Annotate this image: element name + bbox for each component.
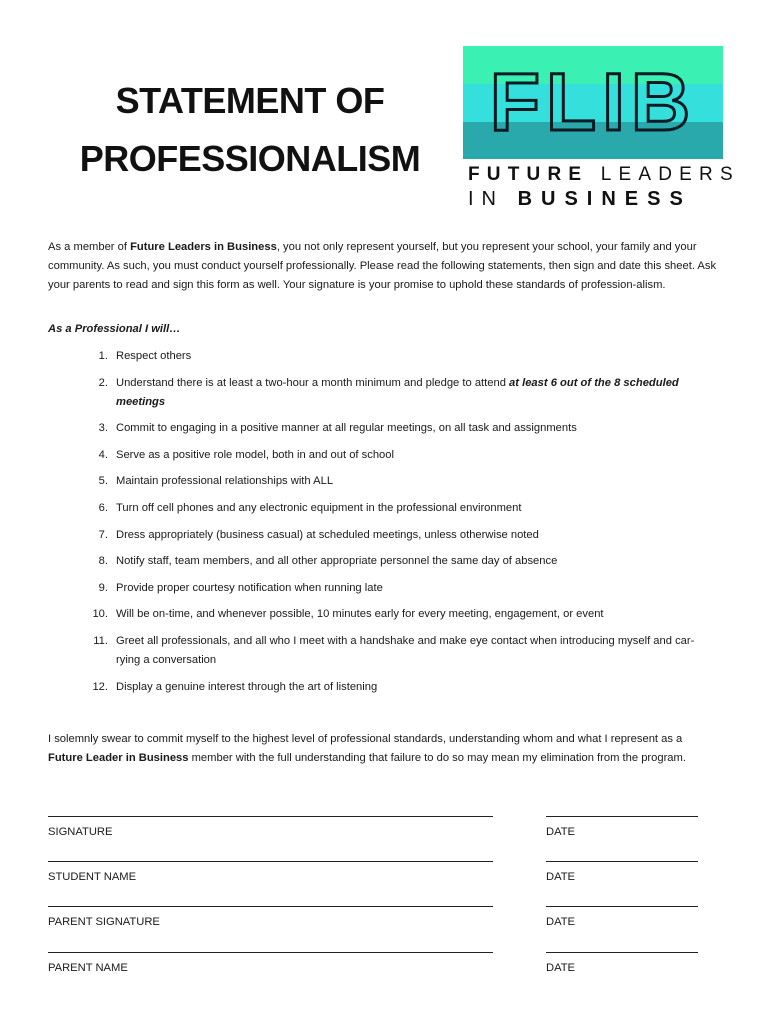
signature-row — [48, 952, 718, 988]
date-line[interactable] — [546, 816, 698, 817]
signature-line[interactable] — [48, 861, 493, 862]
logo-tagline-1: FUTURE LEADERS — [468, 164, 740, 185]
pledge-number: 3. — [98, 422, 108, 435]
pledge-item — [88, 605, 718, 624]
pledge-number: 9. — [98, 581, 108, 594]
date-label: DATE — [546, 916, 576, 928]
org-name: Future Leaders in Business — [130, 241, 277, 253]
signature-label: STUDENT NAME — [48, 871, 137, 883]
pledge-number: 7. — [98, 528, 108, 541]
pledge-text: Will be on-time, and whenever possible, 10 minutes early for every meeting, engagement, or event — [116, 608, 604, 621]
pledge-item — [88, 526, 718, 545]
logo-mark: FLIB — [489, 56, 697, 148]
intro-paragraph: As a member of Future Leaders in Business, you not only represent yourself, but you represent your school, your family and your community. As such, you must conduct yourself professionally. Please read the following statements, then sign and date this sheet. Ask your parents to read and sign this form as well. Your signature is your promise to uphold these standards of profession-alism. — [48, 241, 717, 291]
signature-row — [48, 861, 718, 897]
signature-label: SIGNATURE — [48, 826, 113, 838]
signature-line[interactable] — [48, 816, 493, 817]
pledge-text: Display a genuine interest through the art of listening — [116, 680, 378, 693]
title-line-2: PROFESSIONALISM — [79, 138, 421, 179]
pledge-number: 11. — [93, 634, 108, 647]
date-line[interactable] — [546, 952, 698, 953]
pledge-item — [88, 472, 718, 491]
pledge-number: 2. — [98, 376, 108, 389]
oath-org-name: Future Leader in Business — [48, 752, 189, 764]
signature-label: PARENT SIGNATURE — [48, 916, 160, 928]
date-label: DATE — [546, 962, 576, 974]
pledge-item — [88, 632, 718, 670]
pledge-text: Understand there is at least a two-hour a month minimum and pledge to attend — [116, 376, 510, 389]
pledge-text: Commit to engaging in a positive manner at all regular meetings, on all task and assignments — [116, 422, 577, 435]
pledge-text: Serve as a positive role model, both in and out of school — [116, 448, 394, 461]
pledge-number: 10. — [92, 608, 108, 621]
pledge-item — [88, 446, 718, 465]
pledge-number: 5. — [98, 475, 108, 488]
pledge-text: Greet all professionals, and all who I meet with a handshake and make eye contact when introducing myself and car-rying a conversation — [116, 634, 695, 666]
pledge-number: 4. — [98, 448, 108, 461]
oath-paragraph: I solemnly swear to commit myself to the highest level of professional standards, understanding whom and what I represent as a Future Leader in Business member with the full understanding that failure to do so may mean my elimination from the program. — [48, 733, 686, 764]
date-label: DATE — [546, 871, 576, 883]
pledge-number: 1. — [98, 350, 108, 362]
pledge-list — [88, 347, 718, 704]
signature-line[interactable] — [48, 906, 493, 907]
list-heading: As a Professional I will… — [48, 323, 181, 335]
pledge-text: Maintain professional relationships with ALL — [116, 475, 334, 488]
date-line[interactable] — [546, 861, 698, 862]
date-label: DATE — [546, 826, 576, 838]
pledge-emphasis: at least 6 out of the 8 scheduled meetings — [116, 376, 679, 408]
pledge-text: Turn off cell phones and any electronic equipment in the professional environment — [116, 501, 522, 514]
flib-logo — [463, 46, 740, 216]
signature-line[interactable] — [48, 952, 493, 953]
pledge-text: Dress appropriately (business casual) at scheduled meetings, unless otherwise noted — [116, 528, 539, 541]
signature-label: PARENT NAME — [48, 962, 128, 974]
pledge-number: 8. — [98, 555, 108, 568]
document-title — [60, 72, 440, 188]
title-line-1: STATEMENT OF — [115, 80, 385, 121]
pledge-text: Respect others — [116, 350, 192, 362]
pledge-item — [88, 419, 718, 438]
pledge-item — [88, 374, 718, 412]
signature-row — [48, 816, 718, 852]
logo-tagline-2: IN BUSINESS — [468, 188, 692, 210]
pledge-number: 12. — [92, 680, 108, 693]
pledge-text: Provide proper courtesy notification when running late — [116, 581, 383, 594]
date-line[interactable] — [546, 906, 698, 907]
pledge-item — [88, 499, 718, 518]
pledge-text: Notify staff, team members, and all other appropriate personnel the same day of absence — [116, 555, 558, 568]
pledge-item — [88, 347, 718, 366]
pledge-number: 6. — [98, 501, 108, 514]
signature-row — [48, 906, 718, 942]
pledge-item — [88, 678, 718, 697]
pledge-item — [88, 579, 718, 598]
pledge-item — [88, 552, 718, 571]
